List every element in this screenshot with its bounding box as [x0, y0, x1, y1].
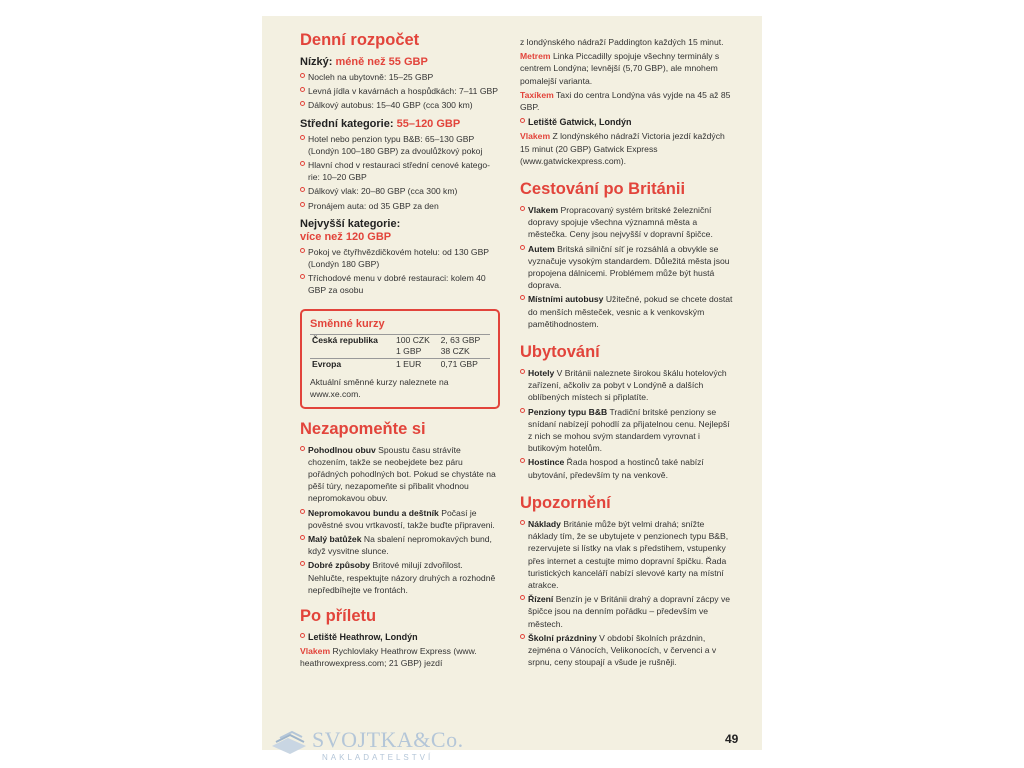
- bullet-icon: [300, 633, 305, 638]
- list-item: Letiště Heathrow, Londýn: [300, 631, 500, 643]
- list-item: Hotel nebo penzion typu B&B: 65–130 GBP (Londýn 100–180 GBP) za dvoulůžkový pokoj: [300, 133, 500, 157]
- list-item: Řízení Benzín je v Británii drahý a dopravní zácpy ve špičce jsou na denním pořádku – především ve městech.: [520, 593, 735, 630]
- list-item: Autem Britská silniční síť je rozsáhlá a obvykle se vyznačuje vysokým standardem. Důležitá města jsou propojena dálnicemi. Problémem může být hustá doprava.: [520, 243, 735, 292]
- bullet-icon: [300, 202, 305, 207]
- exchange-rate-title: Směnné kurzy: [310, 317, 385, 330]
- paddington-continued: z londýnského nádraží Paddington každých 15 minut.: [520, 37, 724, 47]
- budget-low-heading: Nízký: méně než 55 GBP: [300, 56, 428, 68]
- bullet-icon: [300, 101, 305, 106]
- bullet-icon: [300, 73, 305, 78]
- publisher-logo: SVOJTKA&Co.: [312, 727, 464, 752]
- bullet-icon: [520, 245, 525, 250]
- list-item: Nepromokavou bundu a deštník Počasí je pověstné svou vrtkavostí, takže buďte připraveni.: [300, 507, 500, 531]
- publisher-logo-subtitle: NAKLADATELSTVÍ: [322, 753, 434, 762]
- bullet-icon: [520, 295, 525, 300]
- list-item: Místními autobusy Užitečné, pokud se chcete dostat do menších městeček, vesnic a k venkovským pamětihodnostem.: [520, 293, 735, 330]
- list-item: Nocleh na ubytovně: 15–25 GBP: [300, 71, 500, 83]
- right-column: [520, 36, 735, 670]
- bullet-icon: [520, 520, 525, 525]
- budget-mid-heading: Střední kategorie: 55–120 GBP: [300, 117, 461, 130]
- bullet-icon: [520, 369, 525, 374]
- list-item: Pohodlnou obuv Spoustu času strávíte chozením, takže se neobejdete bez páru pořádných pohodlných bot. Pokud se chystáte na pěší túry, nezapomeňte si přibalit vhodnou nepromokavou obuv.: [300, 444, 500, 505]
- bullet-icon: [520, 118, 525, 123]
- bullet-icon: [520, 634, 525, 639]
- list-item: Pronájem auta: od 35 GBP za den: [300, 200, 500, 212]
- arrival-train: Vlakem Rychlovlaky Heathrow Express (www. heathrowexpress.com; 21 GBP) jezdí: [300, 646, 477, 669]
- book-logo-icon: [270, 726, 310, 756]
- bullet-icon: [520, 206, 525, 211]
- list-item: Levná jídla v kavárnách a hospůdkách: 7–11 GBP: [300, 85, 500, 97]
- bullet-icon: [300, 135, 305, 140]
- list-item: Malý batůžek Na sbalení nepromokavých bund, když vysvitne slunce.: [300, 533, 500, 557]
- arrival-title: Po příletu: [300, 606, 377, 625]
- bullet-icon: [300, 87, 305, 92]
- exchange-rate-box: [300, 309, 500, 409]
- bullet-icon: [300, 248, 305, 253]
- gatwick-train: Vlakem Z londýnského nádraží Victoria jezdí každých 15 minut (20 GBP) Gatwick Express (www.gatwickexpress.com).: [520, 131, 725, 166]
- bullet-icon: [300, 535, 305, 540]
- list-item: Školní prázdniny V období školních prázdnin, zejména o Vánocích, Velikonocích, v červenci a v srpnu, ceny stoupají a všude je rušněji.: [520, 632, 735, 669]
- page-number: 49: [725, 732, 739, 746]
- metro-paragraph: Metrem Linka Piccadilly spojuje všechny terminály s centrem Londýna; levnější (5,70 GBP), ale mnohem pomalejší varianta.: [520, 51, 720, 86]
- bullet-icon: [520, 458, 525, 463]
- budget-title: Denní rozpočet: [300, 31, 420, 49]
- list-item: Pokoj ve čtyřhvězdičkovém hotelu: od 130 GBP (Londýn 180 GBP): [300, 246, 500, 270]
- bullet-icon: [300, 274, 305, 279]
- travel-title: Cestování po Británii: [520, 180, 686, 199]
- list-item: Dálkový vlak: 20–80 GBP (cca 300 km): [300, 185, 500, 197]
- bullet-icon: [300, 161, 305, 166]
- bullet-icon: [300, 446, 305, 451]
- exchange-rate-table: [310, 334, 490, 371]
- list-item: Dobré způsoby Britové milují zdvořilost. Nehlučte, respektujte názory druhých a rozhodně nepředbíhejte ve frontách.: [300, 559, 500, 596]
- list-item: Hotely V Británii naleznete širokou škálu hotelových zařízení, ačkoliv za pobyt v Londýně a dalších oblíbených místech si připlatíte.: [520, 367, 735, 404]
- list-item: Letiště Gatwick, Londýn: [520, 116, 735, 128]
- table-row: 1 GBP 38 CZK: [396, 346, 470, 357]
- list-item: Dálkový autobus: 15–40 GBP (cca 300 km): [300, 99, 500, 111]
- list-item: Hostince Řada hospod a hostinců také nabízí ubytování, především ty na venkově.: [520, 456, 735, 480]
- table-row: Česká republika 100 CZK 2, 63 GBP: [310, 334, 490, 346]
- bullet-icon: [300, 187, 305, 192]
- taxi-paragraph: Taxíkem Taxi do centra Londýna vás vyjde na 45 až 85 GBP.: [520, 89, 731, 113]
- exchange-rate-note: Aktuální směnné kurzy naleznete na www.xe.com.: [310, 377, 449, 400]
- list-item: Hlavní chod v restauraci střední cenové katego-rie: 10–20 GBP: [300, 159, 500, 183]
- bullet-icon: [520, 595, 525, 600]
- list-item: Tříchodové menu v dobré restauraci: kolem 40 GBP za osobu: [300, 272, 500, 296]
- budget-high-heading: Nejvyšší kategorie: více než 120 GBP: [300, 217, 401, 243]
- list-item: Penziony typu B&B Tradiční britské penziony se snídaní nabízejí pohodlí za přijatelnou cenu. Nejlepší z nich se mohou svým standardem vyrovnat i butikovým hotelům.: [520, 406, 735, 455]
- list-item: Vlakem Propracovaný systém britské železniční dopravy spojuje všechna významná města a městečka. Ceny jsou nejvyšší v dopravní špičce.: [520, 204, 735, 241]
- bullet-icon: [300, 509, 305, 514]
- bullet-icon: [300, 561, 305, 566]
- left-column: [300, 30, 500, 670]
- lodging-title: Ubytování: [520, 343, 600, 362]
- bullet-icon: [520, 408, 525, 413]
- warning-title: Upozornění: [520, 493, 611, 512]
- list-item: Náklady Británie může být velmi drahá; snížte náklady tím, že se ubytujete v penzionech typu B&B, rezervujete si lístky na vlak s předstihem, vstupenky přes internet a cestujte mimo dopravní špičku. Řada turistických kanceláří nabízí slevové karty na místní atrakce.: [520, 518, 735, 591]
- table-row: Evropa 1 EUR 0,71 GBP: [310, 358, 490, 370]
- forget-title: Nezapomeňte si: [300, 419, 426, 438]
